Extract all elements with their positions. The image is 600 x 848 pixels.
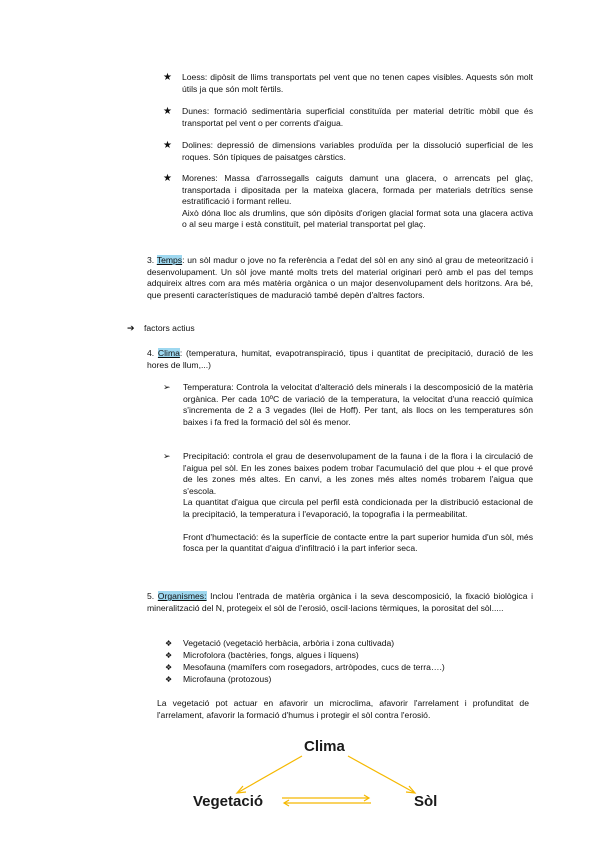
section-organismes	[147, 591, 533, 614]
vegetacio-paragraph	[157, 698, 529, 721]
list-item-text: Microfauna (protozous)	[183, 674, 272, 684]
list-item-text: Morenes: Massa d'arrossegalls caiguts damunt una glacera, o arrencats pel glaç, transportada i dipositada per la mateixa glacera, formada per materials detrítics sense estratificació i formant relleu.	[182, 173, 533, 207]
list-item-text: Microfolora (bactèries, fongs, algues i líquens)	[183, 650, 359, 660]
section-paragraph	[147, 348, 533, 371]
arrowhead-right-icon	[406, 786, 415, 793]
section-text: : (temperatura, humitat, evapotranspiració, tipus i quantitat de precipitació, duració de les hores de llum,...)	[147, 348, 534, 370]
section-number: 4.	[147, 348, 155, 358]
sub-item-text-continued: La quantitat d'aigua que circula pel perfil està condicionada per la distribució estacional de la precipitació, la temperatura i l'evaporació, la topografia i la permeabilitat.	[183, 497, 533, 519]
arrow-clima-vegetacio	[237, 756, 302, 793]
arrowhead-bullet-icon: ➢	[163, 451, 171, 461]
climate-soil-vegetation-diagram	[0, 735, 600, 848]
diagram-arrows	[0, 735, 600, 848]
section-term: Clima	[157, 348, 180, 358]
diamond-bullet-icon: ❖	[165, 675, 173, 684]
list-item-text: Dolines: depressió de dimensions variables produïda per la dissolució superficial de les roques. Són típiques de paisatges càrstics.	[182, 140, 533, 162]
arrowhead-left-icon	[237, 786, 246, 793]
section-number: 3.	[147, 255, 155, 265]
star-bullet-icon: ★	[163, 72, 172, 83]
section-text: Inclou l'entrada de matèria orgànica i la seva descomposició, la fixació biològica i mineralització del N, protegeix el sòl de l'erosió, oscil·lacions tèrmiques, la porositat del sòl.....	[147, 591, 533, 613]
arrow-right-icon: ➔	[127, 323, 135, 333]
sub-item-text: Precipitació: controla el grau de desenvolupament de la fauna i de la flora i la circulació de l'aigua pel sòl. En les zones baixes podem trobar l'acumulació del que plou + el que prové de les zones més altes. En canvi, a les zones més altes només trobarem l'aigua que s'escola.	[183, 451, 533, 496]
diagram-node-clima: Clima	[304, 738, 345, 755]
list-item-text: Loess: dipòsit de llims transportats pel vent que no tenen capes visibles. Aquests són molt útils ja que són molt fèrtils.	[182, 72, 533, 94]
section-term: Temps	[156, 255, 183, 265]
diamond-bullet-icon: ❖	[165, 639, 173, 648]
list-item-text: Vegetació (vegetació herbàcia, arbòria i zona cultivada)	[183, 638, 395, 648]
star-bullet-icon: ★	[163, 140, 172, 151]
sub-item-text: Temperatura: Controla la velocitat d'alteració dels minerals i la descomposició de la matèria orgànica. Per cada 10ºC de variació de la temperatura, la velocitat d'una reacció química s'incrementa de 2 a 3 vegades (llei de Hoff). Per tant, als llocs on les temperatures són baixes i fa fred la formació del sòl és menor.	[183, 382, 533, 427]
diamond-bullet-icon: ❖	[165, 651, 173, 660]
diamond-bullet-icon: ❖	[165, 663, 173, 672]
list-item-text: Mesofauna (mamífers com rosegadors, artròpodes, cucs de terra….)	[183, 662, 445, 672]
section-paragraph	[147, 255, 533, 301]
section-term: Organismes:	[157, 591, 207, 601]
arrow-clima-sol	[348, 756, 415, 793]
list-item-text: Dunes: formació sedimentària superficial constituïda per material detrític mòbil que és transportat pel vent o per corrents d'aigua.	[182, 106, 533, 128]
sub-item-text-front: Front d'humectació: és la superfície de contacte entre la part superior humida d'un sòl, més fosca per la quantitat d'aigua d'infiltració i la part inferior seca.	[183, 531, 533, 554]
section-temps	[147, 255, 533, 301]
list-item-text-continued: Això dóna lloc als drumlins, que són dipòsits d'origen glacial format sota una glacera activa o al seu marge i està constituït, pel material transportat pel glaç.	[182, 207, 533, 230]
diagram-node-vegetacio: Vegetació	[193, 793, 264, 810]
star-bullet-icon: ★	[163, 173, 172, 184]
heading-label: factors actius	[144, 323, 195, 333]
section-number: 5.	[147, 591, 155, 601]
paragraph-text: La vegetació pot actuar en afavorir un microclima, afavorir l'arrelament i profunditat de l'arrelament, afavorir la formació d'humus i protegir el sòl contra l'erosió.	[157, 698, 529, 720]
section-clima	[147, 348, 533, 371]
star-bullet-icon: ★	[163, 106, 172, 117]
arrowhead-bullet-icon: ➢	[163, 382, 171, 392]
section-paragraph	[147, 591, 533, 614]
section-text: : un sòl madur o jove no fa referència a l'edat del sòl en any sinó al grau de meteorització i desenvolupament. Un sòl jove manté molts trets del material originari però amb el pas del temps adquireix altres com ara més matèria orgànica o un major desenvolupament dels horitzons. Ara bé, que presenti característiques de maduració també depèn d'altres factors.	[147, 255, 534, 300]
diagram-node-sol: Sòl	[414, 793, 438, 810]
